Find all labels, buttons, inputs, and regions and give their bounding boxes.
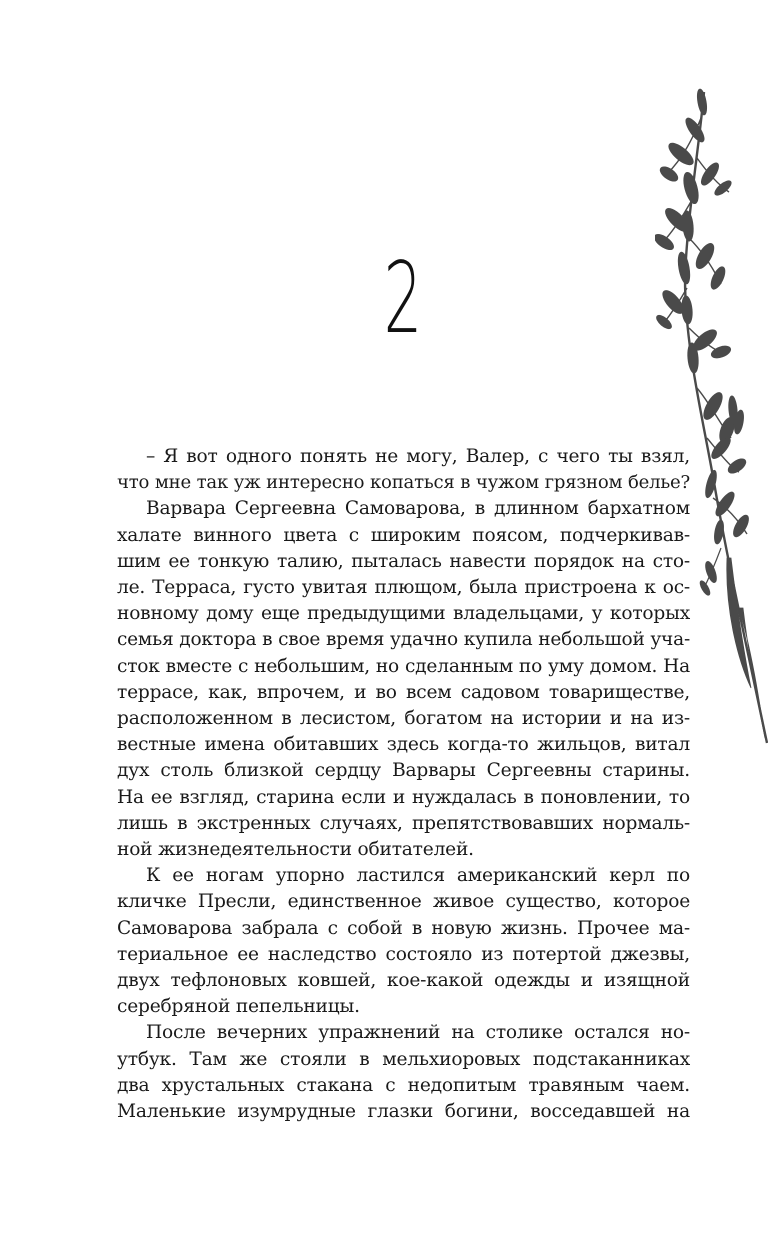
text-line: серебряной пепельницы. — [117, 996, 360, 1018]
text-line: террасе, как, впрочем, и во всем садовом товариществе, — [117, 681, 690, 703]
text-line: вестные имена обитавших здесь когда-то жильцов, витал — [117, 734, 690, 756]
text-line: Самоварова забрала с собой в новую жизнь. Прочее ма- — [117, 917, 690, 939]
text-line: После вечерних упражнений на столике остался но- — [146, 1022, 690, 1044]
chapter-number: 2 — [383, 242, 423, 356]
text-line: халате винного цвета с широким поясом, подчеркивав- — [117, 524, 690, 546]
text-line: ной жизнедеятельности обитателей. — [117, 839, 474, 861]
text-line: дух столь близкой сердцу Варвары Сергеевны старины. — [117, 760, 690, 782]
text-line: – Я вот одного понять не могу, Валер, с чего ты взял, — [146, 446, 690, 467]
text-line: семья доктора в свое время удачно купила небольшой уча- — [117, 629, 690, 651]
text-line: двух тефлоновых ковшей, кое-какой одежды и изящной — [117, 970, 690, 992]
text-line: К ее ногам упорно ластился американский керл по — [146, 865, 690, 887]
text-line: кличке Пресли, единственное живое существо, которое — [117, 891, 690, 913]
text-line: Маленькие изумрудные глазки богини, восседавшей на — [117, 1101, 690, 1123]
text-line: шим ее тонкую талию, пыталась навести порядок на сто- — [117, 550, 690, 572]
body-text — [117, 444, 690, 1125]
text-line: Варвара Сергеевна Самоварова, в длинном бархатном — [146, 498, 690, 520]
text-line: лишь в экстренных случаях, препятствовавших нормаль- — [117, 812, 690, 834]
text-line: сток вместе с небольшим, но сделанным по уму домом. На — [117, 655, 690, 677]
text-line: териальное ее наследство состояло из потертой джезвы, — [117, 943, 690, 965]
text-line: новному дому еще предыдущими владельцами, у которых — [117, 603, 690, 625]
text-line: На ее взгляд, старина если и нуждалась в поновлении, то — [117, 786, 690, 808]
text-line: утбук. Там же стояли в мельхиоровых подстаканниках — [117, 1048, 690, 1070]
text-line: расположенном в лесистом, богатом на истории и на из- — [117, 708, 690, 730]
text-line: что мне так уж интересно копаться в чужом грязном белье? — [117, 472, 690, 494]
text-line: ле. Терраса, густо увитая плющом, была пристроена к ос- — [117, 577, 690, 599]
text-line: два хрустальных стакана с недопитым травяным чаем. — [117, 1074, 690, 1096]
